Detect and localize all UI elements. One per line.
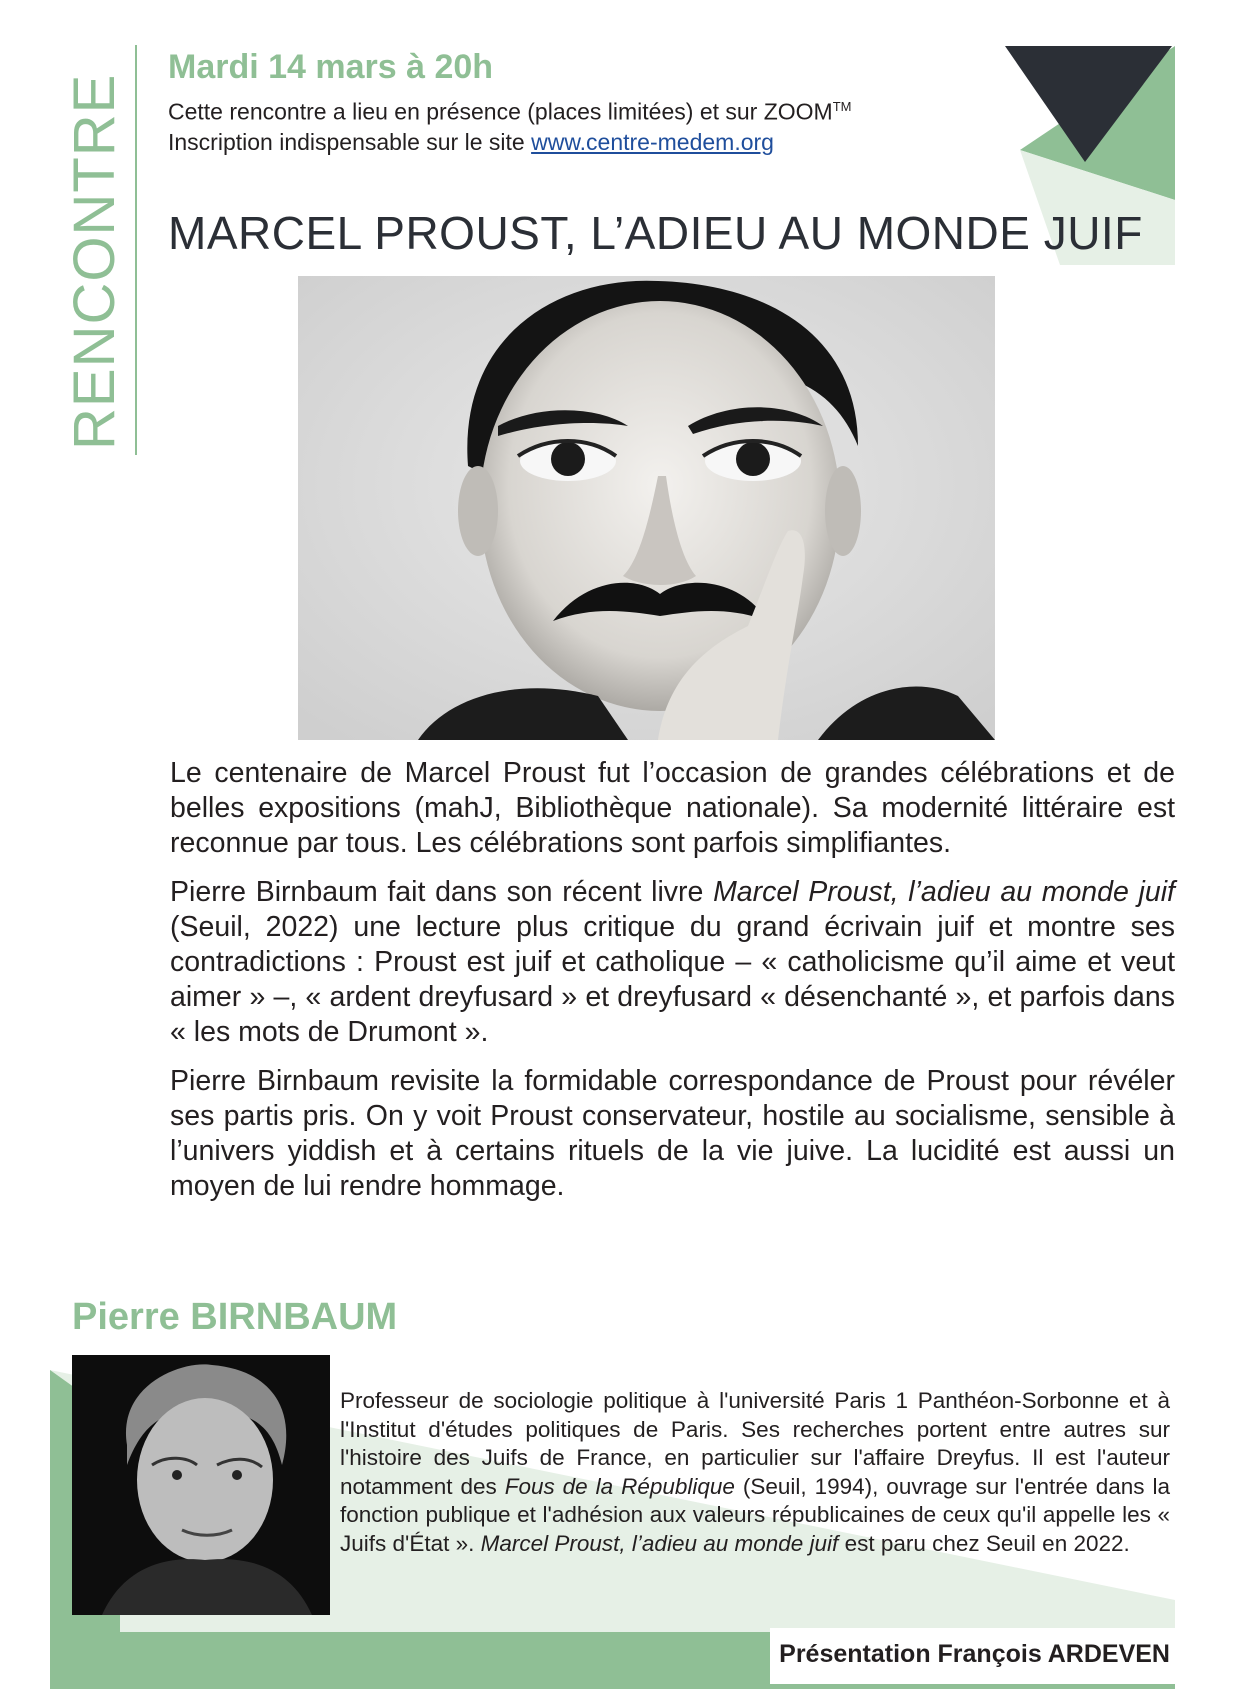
speaker-bio: Professeur de sociologie politique à l'université Paris 1 Panthéon-Sorbonne et à l'Institut d'études politiques de Paris. Ses recherches portent entre autres sur l'histoire des Juifs de France, en particulier sur l'affaire Dreyfus. Il est l'auteur notamment des Fous de la République (Seuil, 1994), ouvrage sur l'entrée dans la fonction publique et l'adhésion aux valeurs républicaines de ceux qu'il appelle les « Juifs d'État ». Marcel Proust, l’adieu au monde juif est paru chez Seuil en 2022.: [340, 1388, 1170, 1556]
paragraph-3: Pierre Birnbaum revisite la formidable correspondance de Proust pour révéler ses partis pris. On y voit Proust conservateur, hostile au socialisme, sensible à l’univers yiddish et à certains rituels de la vie juive. La lucidité est aussi un moyen de lui rendre hommage.: [170, 1065, 1175, 1202]
event-title: MARCEL PROUST, L’ADIEU AU MONDE JUIF: [168, 207, 1143, 259]
description: [170, 756, 1175, 1218]
proust-portrait: [298, 276, 995, 740]
speaker-photo: [72, 1355, 330, 1615]
category-label: RENCONTRE: [62, 73, 127, 450]
event-info: [168, 92, 852, 157]
vertical-rule: [135, 45, 137, 455]
website-link[interactable]: www.centre-medem.org: [531, 128, 774, 155]
paragraph-1: Le centenaire de Marcel Proust fut l’occasion de grandes célébrations et de belles expositions (mahJ, Bibliothèque nationale). Sa modernité littéraire est reconnue par tous. Les célébrations sont parfois simplifiantes.: [170, 757, 1175, 859]
speaker-name: Pierre BIRNBAUM: [72, 1296, 398, 1338]
event-date: Mardi 14 mars à 20h: [168, 48, 494, 86]
paragraph-2: Pierre Birnbaum fait dans son récent livre Marcel Proust, l’adieu au monde juif (Seuil, 2022) une lecture plus critique du grand écrivain juif et montre ses contradictions : Proust est juif et catholique – « catholicisme qu’il aime et veut aimer » –, « ardent dreyfusard » et dreyfusard « désenchanté », et parfois dans « les mots de Drumont ».: [170, 876, 1175, 1048]
info-line-1: Cette rencontre a lieu en présence (places limitées) et sur ZOOM™: [168, 98, 852, 125]
moderator-credit: Présentation François ARDEVEN: [779, 1640, 1170, 1668]
info-line-2: Inscription indispensable sur le site www.centre-medem.org: [168, 128, 774, 155]
